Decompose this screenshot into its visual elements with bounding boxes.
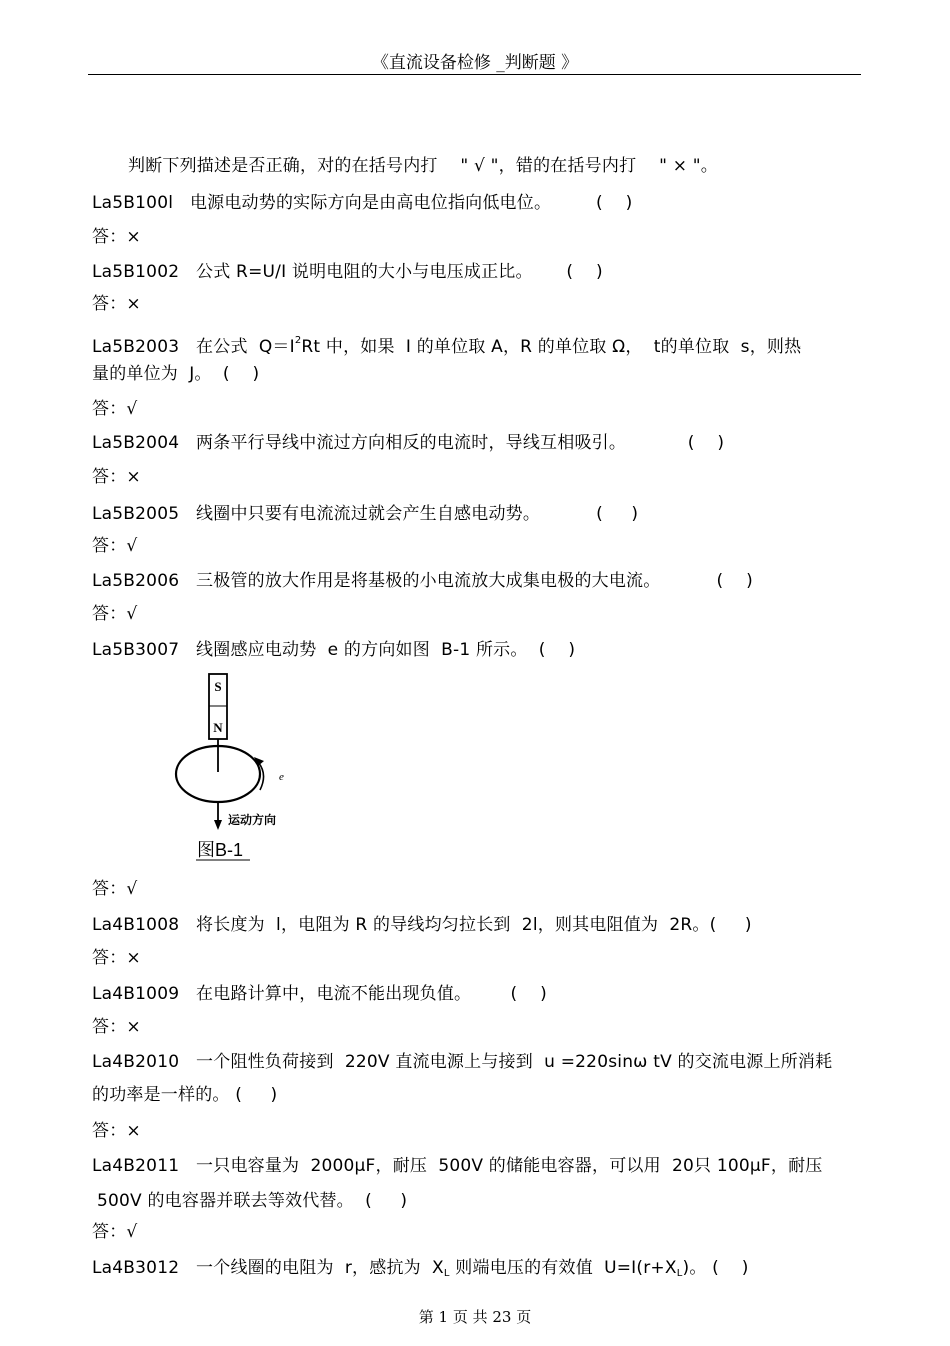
question-code: La5B2003 (92, 337, 180, 357)
answer: 答：× (92, 948, 141, 968)
question-text: 一个线圈的电阻为 r，感抗为 X (196, 1258, 444, 1278)
superscript: 2 (294, 335, 302, 346)
answer: 答：√ (92, 879, 138, 899)
question-text: 两条平行导线中流过方向相反的电流时，导线互相吸引。 (196, 433, 627, 453)
motion-arrow-head (214, 820, 222, 830)
question-la5b1001 (92, 193, 632, 213)
question-la5b2003 (92, 331, 801, 357)
answer: 答：× (92, 1121, 141, 1141)
answer: 答：√ (92, 604, 138, 624)
subscript: L (443, 1268, 450, 1279)
question-code: La4B3012 (92, 1258, 180, 1278)
question-code: La4B1008 (92, 915, 180, 935)
figure-b1-magnet-coil (150, 666, 290, 864)
question-code: La4B1009 (92, 984, 180, 1004)
magnet-north-label: N (213, 720, 223, 735)
figure-caption: 图B-1 (197, 840, 244, 860)
page-header-title: 《直流设备检修 _判断题 》 (371, 53, 579, 73)
answer: 答：√ (92, 536, 138, 556)
answer: 答：× (92, 467, 141, 487)
question-la4b2011 (92, 1156, 823, 1176)
answer: 答：√ (92, 399, 138, 419)
question-text: 一个阻性负荷接到 220V 直流电源上与接到 u =220sinω tV 的交流电源上所消耗 (196, 1052, 833, 1072)
answer: 答：× (92, 294, 141, 314)
question-text: 线圈中只要有电流流过就会产生自感电动势。 (196, 504, 541, 524)
question-text: 线圈感应电动势 e 的方向如图 B-1 所示。 (196, 640, 528, 660)
question-text-line2: 量的单位为 J。 ( ) (92, 364, 260, 384)
question-la5b2004 (92, 433, 724, 453)
answer: 答：× (92, 227, 141, 247)
magnet-south-label: S (214, 679, 222, 694)
answer-bracket: ( ) (716, 571, 753, 591)
question-text-cont: 则端电压的有效值 U=I(r+X (449, 1258, 677, 1278)
motion-direction-label: 运动方向 (228, 813, 277, 827)
subscript: L (676, 1268, 683, 1279)
question-la4b2010 (92, 1052, 832, 1072)
header-divider (88, 74, 861, 75)
answer: 答：√ (92, 1222, 138, 1242)
question-la4b3012 (92, 1258, 749, 1284)
question-code: La5B2006 (92, 571, 180, 591)
question-text: 三极管的放大作用是将基极的小电流放大成集电极的大电流。 (196, 571, 661, 591)
question-text-cont: Rt 中，如果 I 的单位取 A，R 的单位取 Ω， t的单位取 s，则热 (301, 337, 802, 357)
question-text: 在电路计算中，电流不能出现负值。 (196, 984, 472, 1004)
question-la5b2006 (92, 571, 753, 591)
question-la4b1009 (92, 984, 547, 1004)
emf-label: e (279, 771, 284, 783)
question-text: 一只电容量为 2000μF，耐压 500V 的储能电容器，可以用 20只 100μF，耐压 (196, 1156, 823, 1176)
question-text: 电源电动势的实际方向是由高电位指向低电位。 (189, 193, 552, 213)
question-text: 将长度为 l，电阻为 R 的导线均匀拉长到 2l，则其电阻值为 2R。 (196, 915, 710, 935)
answer: 答：× (92, 1017, 141, 1037)
question-la5b1002 (92, 262, 603, 282)
question-code: La5B2005 (92, 504, 180, 524)
answer-bracket: ( ) (510, 984, 547, 1004)
answer-bracket: ( ) (596, 193, 633, 213)
question-la4b1008 (92, 915, 752, 935)
question-code: La4B2010 (92, 1052, 180, 1072)
question-la5b2005 (92, 504, 638, 524)
instructions: 判断下列描述是否正确，对的在括号内打 " √ "，错的在括号内打 " × "。 (128, 156, 718, 176)
question-text-end: )。 ( ) (682, 1258, 749, 1278)
page-footer: 第 1 页 共 23 页 (418, 1308, 532, 1326)
question-text-line2: 500V 的电容器并联去等效代替。 ( ) (97, 1191, 408, 1211)
question-code: La5B2004 (92, 433, 180, 453)
question-text: 公式 R=U/I 说明电阻的大小与电压成正比。 (196, 262, 533, 282)
answer-bracket: ( ) (596, 504, 639, 524)
question-code: La5B1002 (92, 262, 180, 282)
question-code: La5B3007 (92, 640, 180, 660)
question-text-line2: 的功率是一样的。 ( ) (92, 1085, 278, 1105)
question-la5b3007 (92, 640, 575, 660)
question-code: La5B100l (92, 193, 174, 213)
question-text: 在公式 Q＝I (196, 337, 295, 357)
answer-bracket: ( ) (687, 433, 725, 453)
answer-bracket: ( ) (566, 262, 603, 282)
answer-bracket: ( ) (538, 640, 576, 660)
answer-bracket: ( ) (709, 915, 752, 935)
question-code: La4B2011 (92, 1156, 180, 1176)
